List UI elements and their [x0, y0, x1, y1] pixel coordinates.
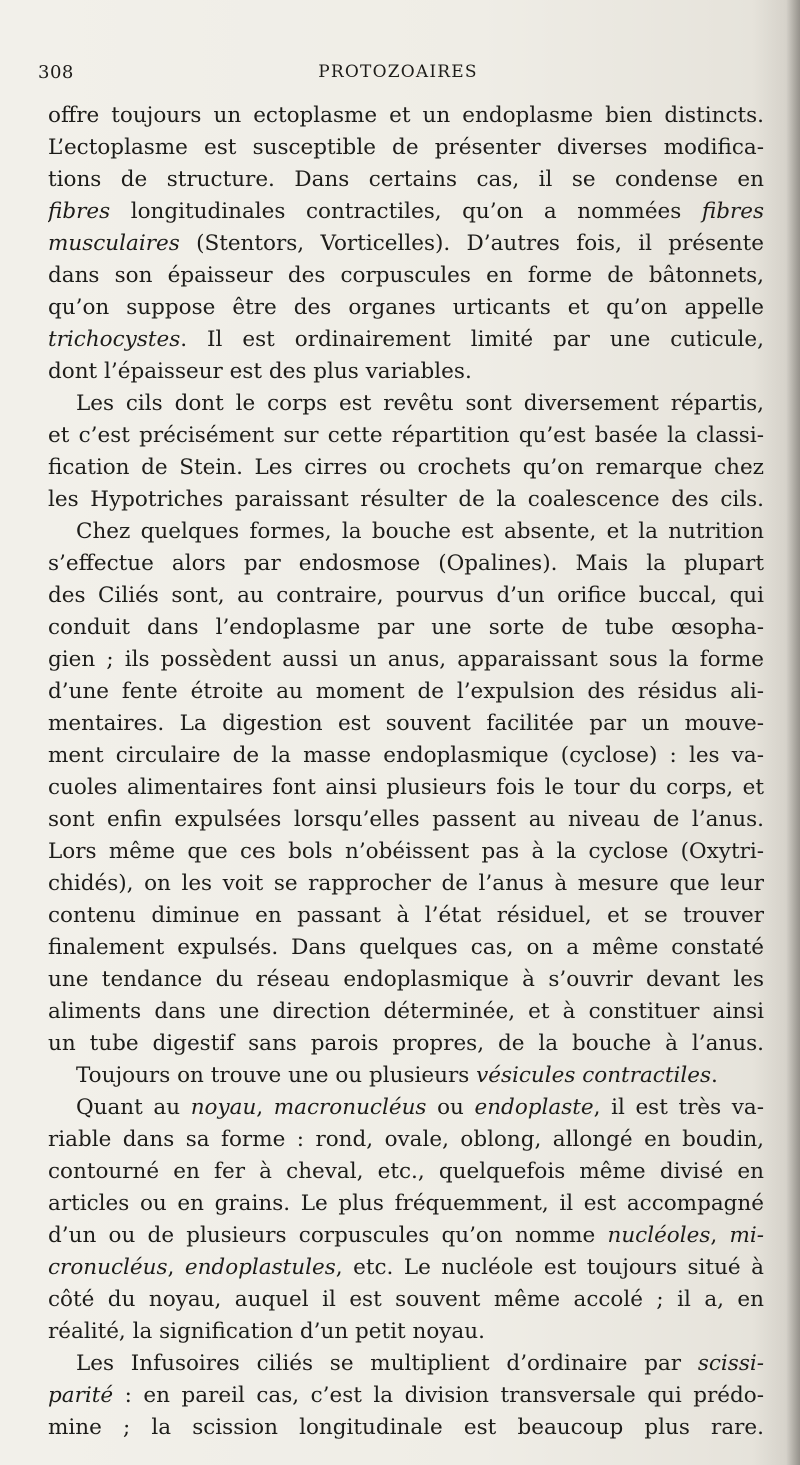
page-header: [38, 62, 758, 92]
text-line: trichocystes. Il est ordinairement limité par une cuticule,: [48, 327, 764, 352]
text-line: conduit dans l’endoplasme par une sorte de tube œsopha-: [48, 615, 764, 640]
text-line: gien ; ils possèdent aussi un anus, apparaissant sous la forme: [48, 647, 764, 672]
page-number: 308: [38, 62, 74, 83]
text-line: Lors même que ces bols n’obéissent pas à la cyclose (Oxytri-: [48, 839, 764, 864]
text-line: les Hypotriches paraissant résulter de la coalescence des cils.: [48, 487, 764, 512]
text-line: mentaires. La digestion est souvent facilitée par un mouve-: [48, 711, 764, 736]
text-line: des Ciliés sont, au contraire, pourvus d’un orifice buccal, qui: [48, 583, 764, 608]
text-line: qu’on suppose être des organes urticants et qu’on appelle: [48, 295, 764, 320]
text-line: sont enfin expulsées lorsqu’elles passent au niveau de l’anus.: [48, 807, 764, 832]
text-line: parité : en pareil cas, c’est la division transversale qui prédo-: [48, 1383, 764, 1408]
text-line: contourné en fer à cheval, etc., quelquefois même divisé en: [48, 1159, 764, 1184]
text-line: et c’est précisément sur cette répartition qu’est basée la classi-: [48, 423, 764, 448]
text-line: fication de Stein. Les cirres ou crochets qu’on remarque chez: [48, 455, 764, 480]
text-line: fibres longitudinales contractiles, qu’on a nommées fibres: [48, 199, 764, 224]
text-line: riable dans sa forme : rond, ovale, oblong, allongé en boudin,: [48, 1127, 764, 1152]
text-line: d’un ou de plusieurs corpuscules qu’on nomme nucléoles, mi-: [48, 1223, 764, 1248]
text-line: Chez quelques formes, la bouche est absente, et la nutrition: [76, 519, 764, 544]
page-edge-shadow: [786, 0, 800, 1465]
text-line: Les cils dont le corps est revêtu sont diversement répartis,: [76, 391, 764, 416]
text-line: s’effectue alors par endosmose (Opalines). Mais la plupart: [48, 551, 764, 576]
text-line: un tube digestif sans parois propres, de la bouche à l’anus.: [48, 1031, 764, 1056]
text-line: mine ; la scission longitudinale est beaucoup plus rare.: [48, 1415, 764, 1440]
text-line: aliments dans une direction déterminée, et à constituer ainsi: [48, 999, 764, 1024]
text-line: tions de structure. Dans certains cas, il se condense en: [48, 167, 764, 192]
running-title: PROTOZOAIRES: [318, 62, 478, 82]
text-line: Quant au noyau, macronucléus ou endoplaste, il est très va-: [76, 1095, 764, 1120]
text-line: une tendance du réseau endoplasmique à s’ouvrir devant les: [48, 967, 764, 992]
text-line: ment circulaire de la masse endoplasmique (cyclose) : les va-: [48, 743, 764, 768]
text-line: côté du noyau, auquel il est souvent même accolé ; il a, en: [48, 1287, 764, 1312]
text-line: musculaires (Stentors, Vorticelles). D’autres fois, il présente: [48, 231, 764, 256]
text-line: réalité, la signification d’un petit noyau.: [48, 1319, 485, 1344]
text-line: L’ectoplasme est susceptible de présenter diverses modifica-: [48, 135, 764, 160]
text-line: dont l’épaisseur est des plus variables.: [48, 359, 472, 384]
text-line: Les Infusoires ciliés se multiplient d’ordinaire par scissi-: [76, 1351, 764, 1376]
text-line: offre toujours un ectoplasme et un endoplasme bien distincts.: [48, 103, 764, 128]
text-line: Toujours on trouve une ou plusieurs vésicules contractiles.: [76, 1063, 718, 1088]
text-line: cuoles alimentaires font ainsi plusieurs fois le tour du corps, et: [48, 775, 764, 800]
text-line: articles ou en grains. Le plus fréquemment, il est accompagné: [48, 1191, 764, 1216]
text-line: dans son épaisseur des corpuscules en forme de bâtonnets,: [48, 263, 764, 288]
text-line: finalement expulsés. Dans quelques cas, on a même constaté: [48, 935, 764, 960]
text-line: cronucléus, endoplastules, etc. Le nucléole est toujours situé à: [48, 1255, 764, 1280]
text-line: contenu diminue en passant à l’état résiduel, et se trouver: [48, 903, 764, 928]
text-line: d’une fente étroite au moment de l’expulsion des résidus ali-: [48, 679, 764, 704]
text-line: chidés), on les voit se rapprocher de l’anus à mesure que leur: [48, 871, 764, 896]
